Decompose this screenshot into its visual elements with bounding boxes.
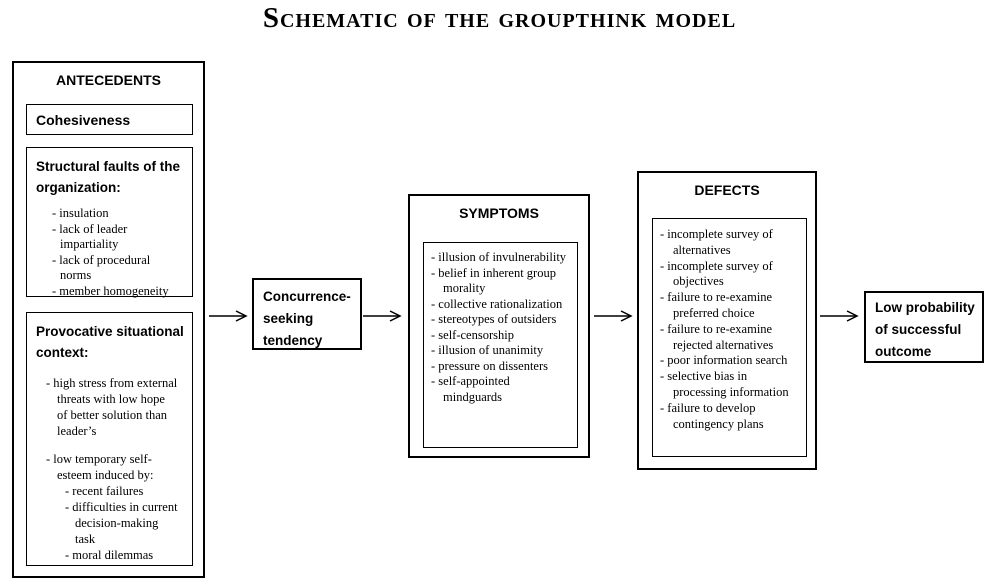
provocative-context-box [26,312,193,566]
flow-arrow-antecedents-to-concurrence [209,309,249,328]
list-item: - stereotypes of outsiders [431,312,557,326]
cohesiveness-box [26,104,193,135]
defects-header: DEFECTS [694,182,760,198]
structural-faults-header: Structural faults of the organization: [36,159,181,195]
provocative-context-list [27,375,192,563]
list-item: - member homogeneity [52,283,169,298]
sub-list-item: - moral dilemmas [65,548,154,562]
flow-arrow-concurrence-to-symptoms [363,309,403,328]
right-arrow-icon [363,309,403,323]
structural-faults-box [26,147,193,297]
list-item: - lack of leader impartiality [52,221,128,251]
flow-arrow-defects-to-outcome [820,309,860,328]
symptoms-box [408,194,590,458]
list-item: - incomplete survey of objectives [660,258,773,289]
sub-list-item: - recent failures [65,484,144,498]
defects-list [652,218,807,457]
provocative-context-header: Provocative situational context: [36,324,184,360]
list-item: - failure to re-examine rejected alternatives [660,321,774,352]
structural-faults-list [27,206,192,299]
concurrence-label: Concurrence-seeking tendency [263,289,351,348]
list-item: - illusion of unanimity [431,343,544,357]
list-item: - lack of procedural norms [52,252,151,282]
defects-box [637,171,817,470]
outcome-box [864,291,984,363]
concurrence-box [252,278,362,350]
right-arrow-icon [594,309,634,323]
list-item: - belief in inherent group morality [431,265,556,295]
list-item: - selective bias in processing information [660,369,789,399]
right-arrow-icon [820,309,860,323]
list-item: - low temporary self-esteem induced by: [46,452,154,482]
right-arrow-icon [209,309,249,323]
list-item: - self-appointed mindguards [431,374,510,404]
antecedents-header: ANTECEDENTS [55,72,161,88]
list-item: - failure to re-examine preferred choice [660,290,773,320]
flow-arrow-symptoms-to-defects [594,309,634,328]
symptoms-list [423,242,578,448]
antecedents-box [12,61,205,578]
page-title: Schematic of the groupthink model [262,2,737,34]
list-item: - pressure on dissenters [431,358,548,373]
cohesiveness-label: Cohesiveness [36,111,131,128]
list-item: - high stress from external threats with low hope of better solution than leader’s [46,376,178,438]
list-item: - incomplete survey of alternatives [660,227,773,257]
list-item: - failure to develop contingency plans [660,400,764,431]
list-item: - illusion of invulnerability [431,250,567,264]
list-item: - self-censorship [431,327,514,342]
sub-list-item: - difficulties in current decision-making task [65,500,178,546]
symptoms-header: SYMPTOMS [459,205,539,221]
outcome-label: Low probability of successful outcome [875,300,975,359]
list-item: - insulation [52,206,109,220]
list-item: - poor information search [660,353,788,368]
list-item: - collective rationalization [431,296,563,311]
